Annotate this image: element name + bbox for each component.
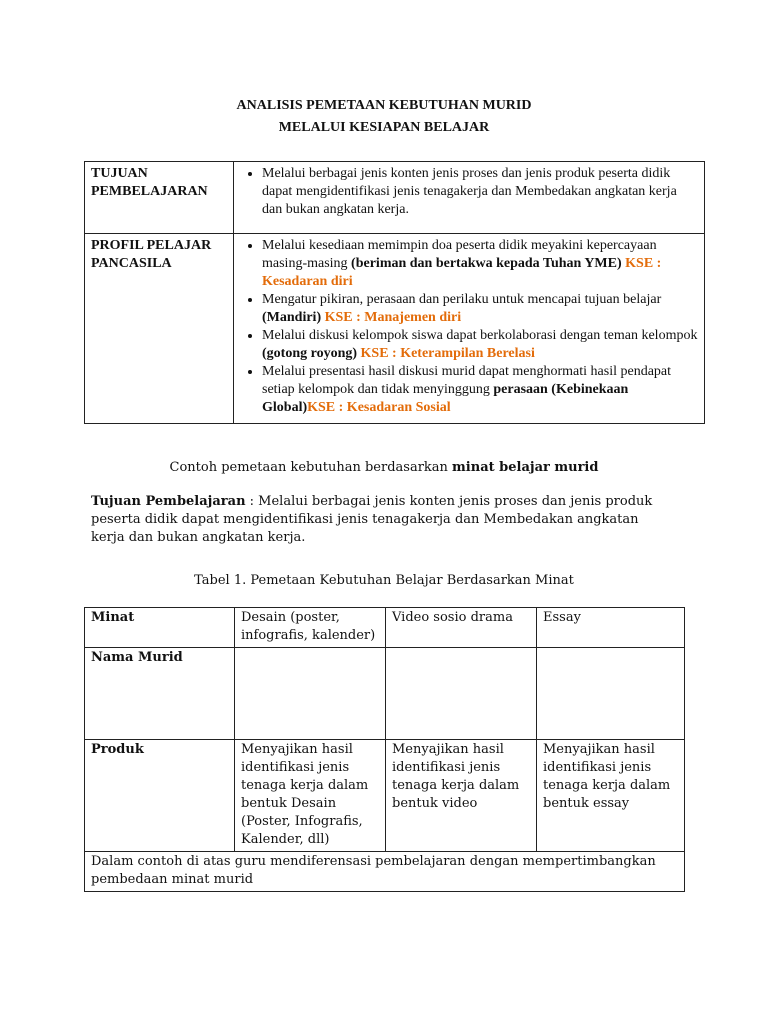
- tujuan-paragraph-label: Tujuan Pembelajaran: [91, 494, 246, 509]
- produk-cell-desain: Menyajikan hasil identifikasi jenis tenaga kerja dalam bentuk Desain (Poster, Infografis, Kalender, dll): [235, 740, 386, 852]
- contoh-bold: minat belajar murid: [452, 460, 599, 475]
- contoh-heading: [0, 459, 768, 477]
- list-item: [262, 327, 698, 363]
- interest-mapping-table: [84, 607, 685, 892]
- header-cell-desain: Desain (poster, infografis, kalender): [235, 608, 386, 648]
- bullet-bold: (Mandiri): [262, 310, 322, 325]
- header-cell-video: Video sosio drama: [386, 608, 537, 648]
- tujuan-label: TUJUAN PEMBELAJARAN: [85, 162, 234, 234]
- document-title-line2: MELALUI KESIAPAN BELAJAR: [278, 120, 490, 135]
- kse-label: KSE : Manajemen diri: [321, 310, 462, 325]
- kse-label: KSE : Keterampilan Berelasi: [357, 346, 535, 361]
- empty-cell: [235, 648, 386, 740]
- tujuan-cell: [234, 162, 705, 234]
- produk-cell-video: Menyajikan hasil identifikasi jenis tenaga kerja dalam bentuk video: [386, 740, 537, 852]
- bullet-bold: perasaan (Kebinekaan Global): [262, 382, 629, 415]
- empty-cell: [386, 648, 537, 740]
- profil-cell: [234, 234, 705, 424]
- footer-note: Dalam contoh di atas guru mendiferensasi pembelajaran dengan mempertimbangkan pembedaan minat murid: [85, 852, 685, 892]
- list-item: • Melalui berbagai jenis konten jenis proses dan jenis produk peserta didik dapat mengidentifikasi jenis tenagakerja dan Membedakan angkatan kerja dan bukan angkatan kerja.: [262, 165, 698, 219]
- nama-murid-label: Nama Murid: [85, 648, 235, 740]
- tujuan-paragraph-text: : Melalui berbagai jenis konten jenis proses dan jenis produk peserta didik dapat mengidentifikasi jenis tenagakerja dan Membedakan angkatan kerja dan bukan angkatan kerja.: [91, 494, 653, 545]
- produk-cell-essay: Menyajikan hasil identifikasi jenis tenaga kerja dalam bentuk essay: [537, 740, 685, 852]
- bullet-text: Melalui kesediaan memimpin doa peserta didik meyakini kepercayaan masing-masing: [262, 238, 657, 271]
- header-cell-essay: Essay: [537, 608, 685, 648]
- list-item: [262, 363, 698, 417]
- produk-label: Produk: [85, 740, 235, 852]
- empty-cell: [537, 648, 685, 740]
- document-title-line1: ANALISIS PEMETAAN KEBUTUHAN MURID: [236, 98, 532, 113]
- kse-label: KSE : Kesadaran diri: [262, 256, 662, 289]
- table-row: [85, 852, 685, 892]
- kse-label: KSE : Kesadaran Sosial: [307, 400, 451, 415]
- bullet-bold: (gotong royong): [262, 346, 358, 361]
- header-cell-minat: Minat: [85, 608, 235, 648]
- list-item: [262, 291, 698, 327]
- bullet-bold: (beriman dan bertakwa kepada Tuhan YME): [351, 256, 622, 271]
- bullet-text: Melalui diskusi kelompok siswa dapat berkolaborasi dengan teman kelompok: [262, 328, 698, 343]
- table-row: [85, 162, 705, 234]
- table-row: [85, 740, 685, 852]
- objectives-table: [84, 161, 705, 424]
- contoh-prefix: Contoh pemetaan kebutuhan berdasarkan: [169, 460, 453, 475]
- table-row: [85, 648, 685, 740]
- table-caption: Tabel 1. Pemetaan Kebutuhan Belajar Berdasarkan Minat: [194, 573, 574, 588]
- tujuan-paragraph: [91, 493, 671, 547]
- table-row: [85, 608, 685, 648]
- table-row: [85, 234, 705, 424]
- profil-label: PROFIL PELAJAR PANCASILA: [85, 234, 234, 424]
- list-item: [262, 237, 698, 291]
- bullet-text: Mengatur pikiran, perasaan dan perilaku untuk mencapai tujuan belajar: [262, 292, 662, 307]
- bullet-text: Melalui presentasi hasil diskusi murid dapat menghormati hasil pendapat setiap kelompok dan tidak menyinggung: [262, 364, 672, 397]
